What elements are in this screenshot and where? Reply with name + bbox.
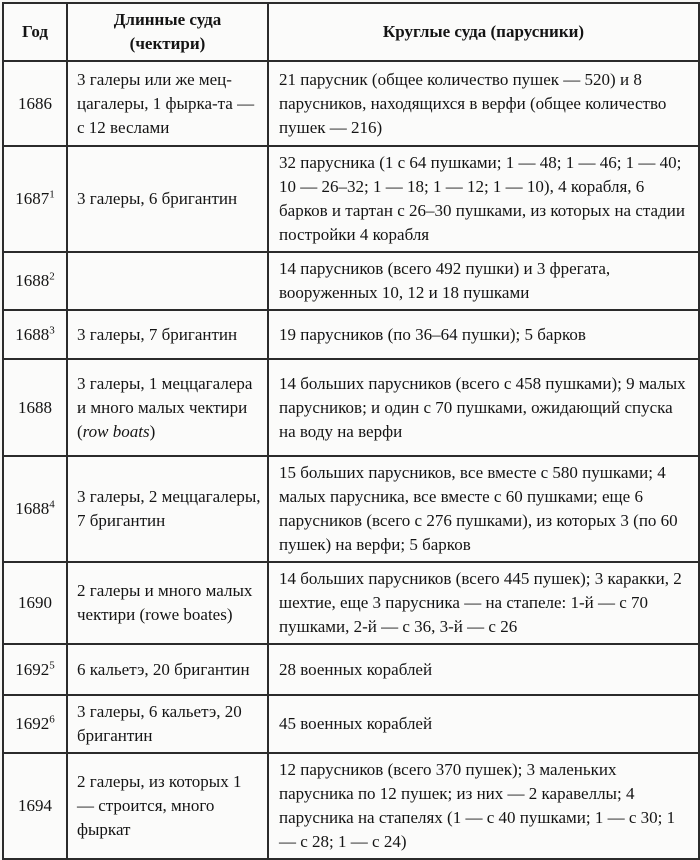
text-segment: 21 парусник (общее количество пушек — 520) и 8 парусников, находящихся в верфи (общее количество пушек — 216) [279,69,667,137]
year-value: 1688 [18,397,52,417]
round-ships-cell [268,562,699,644]
table-row [3,644,699,695]
long-ships-cell [67,753,268,859]
long-ships-cell [67,644,268,695]
footnote-ref: 2 [49,270,55,283]
long-ships-cell [67,252,268,310]
footnote-ref: 1 [49,188,55,201]
year-value: 1694 [18,796,52,815]
year-value: 1688 [15,324,50,344]
round-ships-cell [268,644,699,695]
ships-table [2,2,700,860]
long-ships-cell [67,562,268,644]
table-row [3,753,699,859]
year-value: 1692 [15,714,50,733]
table-header [3,3,699,61]
text-segment: ) [149,421,156,441]
text-segment: 19 парусников (по 36–64 пушки); 5 барков [279,324,586,344]
table-row [3,695,699,753]
table-row [3,359,699,456]
long-ships-cell [67,695,268,753]
long-ships-cell [67,456,268,562]
long-ships-cell [67,359,268,456]
round-ships-cell [268,359,699,456]
round-ships-cell [268,695,699,753]
text-segment: 15 больших парусников, все вместе с 580 пушками; 4 малых парусника, все вместе с 60 пушками; еще 6 парусников (всего с 276 пушками), из которых 3 (по 60 пушек) на верфи; 5 барков [279,463,678,554]
text-segment: 6 кальетэ, 20 бригантин [77,659,250,679]
year-value: 1688 [15,499,50,518]
round-ships-cell [268,456,699,562]
year-cell [3,695,67,753]
footnote-ref: 5 [49,658,55,671]
year-cell [3,644,67,695]
year-value: 1687 [15,189,50,208]
text-segment: 28 военных кораблей [279,659,433,679]
text-segment: 12 парусников (всего 370 пушек); 3 маленьких парусника по 12 пушек; из них — 2 каравеллы; 4 парусника на стапелях (1 — с 40 пушками; 1 — с 30; 1 — с 28; 1 — с 24) [279,760,676,851]
footnote-ref: 6 [49,713,55,726]
text-segment: 3 галеры, 7 бригантин [77,324,238,344]
round-ships-cell [268,252,699,310]
header-row [3,3,699,61]
header-long-ships: Длинные суда (чектири) [67,3,268,61]
text-segment: 3 галеры, 2 меццагалеры, 7 бригантин [77,487,261,530]
round-ships-cell [268,61,699,146]
year-cell [3,310,67,359]
long-ships-cell [67,310,268,359]
text-segment: row boats [82,421,150,441]
year-value: 1686 [18,93,52,113]
text-segment: 14 больших парусников (всего с 458 пушками); 9 малых парусников; и один с 70 пушками, ожидающий спуска на воду на верфи [279,373,686,441]
text-segment: 3 галеры, 1 меццагалера и много малых чектири ( [77,373,253,441]
table-row [3,146,699,252]
year-cell [3,753,67,859]
table-row [3,252,699,310]
year-cell [3,252,67,310]
round-ships-cell [268,753,699,859]
text-segment: 2 галеры, из которых 1 — строится, много фыркат [77,772,242,839]
header-year: Год [3,3,67,61]
text-segment: 3 галеры, 6 бригантин [77,189,238,208]
table-row [3,61,699,146]
year-cell [3,456,67,562]
footnote-ref: 3 [49,323,55,336]
text-segment: 32 парусника (1 с 64 пушками; 1 — 48; 1 — 46; 1 — 40; 10 — 26–32; 1 — 18; 1 — 12; 1 — 10), 4 корабля, 6 барков и тартан с 26–30 пушками, из которых на стадии постройки 4 корабля [279,153,685,244]
year-value: 1692 [15,659,50,679]
table-row [3,456,699,562]
text-segment: 45 военных кораблей [279,714,433,733]
round-ships-cell [268,310,699,359]
text-segment: 14 парусников (всего 492 пушки) и 3 фрегата, вооруженных 10, 12 и 18 пушками [279,259,611,302]
year-cell [3,562,67,644]
text-segment: 2 галеры и много малых чектири (rowe boates) [77,581,253,624]
year-value: 1688 [15,271,50,290]
text-segment: 3 галеры или же мец-цагалеры, 1 фырка-та — с 12 веслами [77,69,255,137]
table-row [3,562,699,644]
table-row [3,310,699,359]
round-ships-cell [268,146,699,252]
text-segment: 3 галеры, 6 кальетэ, 20 бригантин [77,702,242,745]
year-cell [3,146,67,252]
year-cell [3,61,67,146]
year-cell [3,359,67,456]
long-ships-cell [67,146,268,252]
table-body [3,61,699,859]
header-round-ships: Круглые суда (парусники) [268,3,699,61]
footnote-ref: 4 [49,498,55,511]
year-value: 1690 [18,593,52,612]
text-segment: 14 больших парусников (всего 445 пушек); 3 каракки, 2 шехтие, еще 3 парусника — на стапеле: 1-й — с 70 пушками, 2-й — с 36, 3-й — с 26 [279,569,682,636]
long-ships-cell [67,61,268,146]
